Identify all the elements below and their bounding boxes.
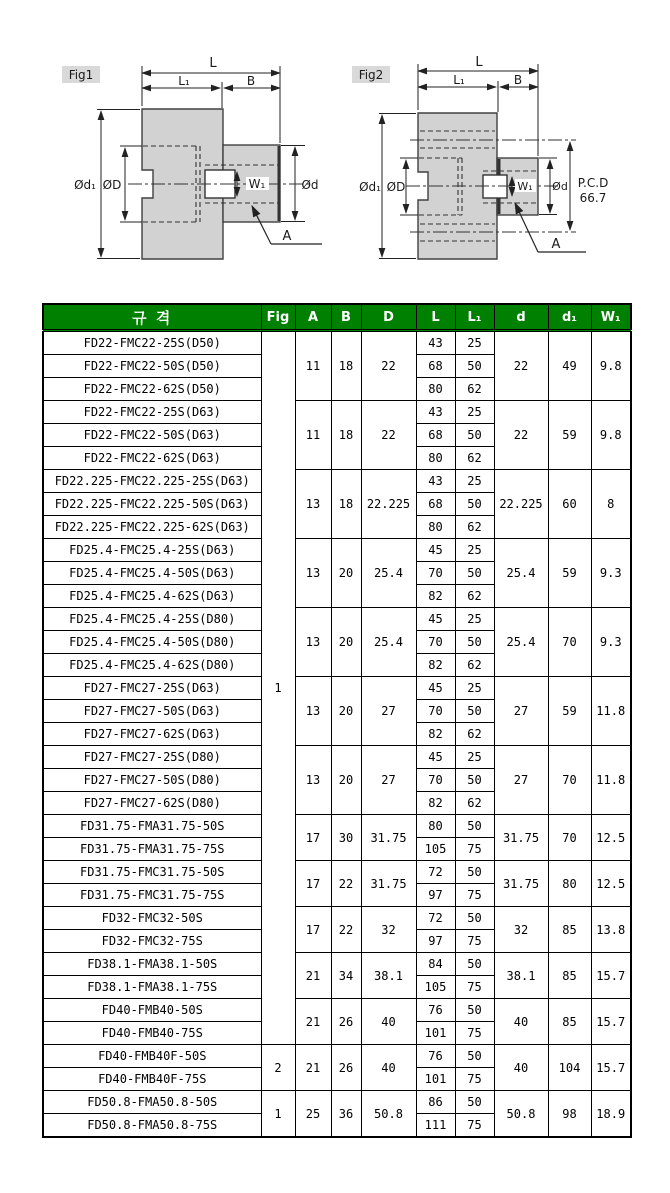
L-cell: 70: [416, 700, 455, 723]
B-cell: 22: [331, 907, 361, 953]
spec-cell: FD25.4-FMC25.4-50S(D63): [43, 562, 261, 585]
L-cell: 80: [416, 815, 455, 838]
table-row: [43, 1091, 631, 1114]
L-cell: 45: [416, 608, 455, 631]
spec-cell: FD31.75-FMC31.75-75S: [43, 884, 261, 907]
D-cell: 31.75: [361, 815, 416, 861]
L1-cell: 25: [455, 331, 494, 355]
L-cell: 82: [416, 654, 455, 677]
A-cell: 21: [295, 999, 331, 1045]
L-cell: 45: [416, 677, 455, 700]
B-cell: 20: [331, 677, 361, 746]
spec-cell: FD40-FMB40F-50S: [43, 1045, 261, 1068]
L-cell: 72: [416, 907, 455, 930]
L1-cell: 50: [455, 769, 494, 792]
fig1-dim-label-oD: ØD: [102, 178, 122, 192]
fig2-dim-label-od1: Ød₁: [359, 180, 381, 194]
A-cell: 13: [295, 608, 331, 677]
B-cell: 36: [331, 1091, 361, 1138]
L-cell: 80: [416, 378, 455, 401]
spec-cell: FD40-FMB40F-75S: [43, 1068, 261, 1091]
L-cell: 43: [416, 401, 455, 424]
A-cell: 25: [295, 1091, 331, 1138]
L-cell: 105: [416, 976, 455, 999]
d-cell: 25.4: [494, 539, 548, 608]
L1-cell: 25: [455, 470, 494, 493]
d1-cell: 59: [548, 677, 591, 746]
A-cell: 11: [295, 331, 331, 401]
L1-cell: 62: [455, 447, 494, 470]
D-cell: 25.4: [361, 539, 416, 608]
fig-cell: 2: [261, 1045, 295, 1091]
d-cell: 31.75: [494, 861, 548, 907]
fig1-dim-label-od: Ød: [301, 178, 319, 192]
L-cell: 105: [416, 838, 455, 861]
fig1-dim-label-od1: Ød₁: [74, 178, 96, 192]
spec-cell: FD38.1-FMA38.1-75S: [43, 976, 261, 999]
d1-cell: 70: [548, 608, 591, 677]
L1-cell: 62: [455, 516, 494, 539]
D-cell: 32: [361, 907, 416, 953]
table-row: [43, 907, 631, 930]
L-cell: 80: [416, 516, 455, 539]
d1-cell: 85: [548, 999, 591, 1045]
W1-cell: 15.7: [591, 999, 631, 1045]
d1-cell: 59: [548, 539, 591, 608]
spec-cell: FD50.8-FMA50.8-75S: [43, 1114, 261, 1138]
L-cell: 45: [416, 539, 455, 562]
A-cell: 17: [295, 861, 331, 907]
B-cell: 20: [331, 746, 361, 815]
B-cell: 18: [331, 401, 361, 470]
B-cell: 26: [331, 1045, 361, 1091]
W1-cell: 11.8: [591, 677, 631, 746]
W1-cell: 9.8: [591, 401, 631, 470]
fig2-dim-label-W1: W₁: [517, 180, 533, 193]
spec-cell: FD27-FMC27-25S(D80): [43, 746, 261, 769]
L1-cell: 25: [455, 677, 494, 700]
L1-cell: 50: [455, 700, 494, 723]
D-cell: 40: [361, 999, 416, 1045]
col-header-1: Fig: [261, 304, 295, 331]
L1-cell: 25: [455, 746, 494, 769]
col-header-6: L₁: [455, 304, 494, 331]
d-cell: 22: [494, 331, 548, 401]
L-cell: 68: [416, 355, 455, 378]
L1-cell: 75: [455, 1068, 494, 1091]
spec-cell: FD40-FMB40-75S: [43, 1022, 261, 1045]
d-cell: 50.8: [494, 1091, 548, 1138]
L-cell: 101: [416, 1068, 455, 1091]
fig2-dim-label-L: L: [475, 55, 483, 70]
fig1-label: Fig1: [68, 68, 94, 82]
L-cell: 43: [416, 470, 455, 493]
spec-table-body: [43, 331, 631, 1138]
d-cell: 32: [494, 907, 548, 953]
fig1-dim-label-L1: L₁: [178, 74, 190, 88]
L-cell: 70: [416, 769, 455, 792]
spec-cell: FD31.75-FMA31.75-75S: [43, 838, 261, 861]
d1-cell: 104: [548, 1045, 591, 1091]
A-cell: 13: [295, 470, 331, 539]
W1-cell: 11.8: [591, 746, 631, 815]
spec-cell: FD22-FMC22-62S(D50): [43, 378, 261, 401]
fig1-dim-label-L: L: [209, 56, 217, 71]
spec-cell: FD31.75-FMC31.75-50S: [43, 861, 261, 884]
d-cell: 22.225: [494, 470, 548, 539]
L-cell: 70: [416, 562, 455, 585]
B-cell: 22: [331, 861, 361, 907]
col-header-2: A: [295, 304, 331, 331]
L1-cell: 50: [455, 631, 494, 654]
fig1-dim-label-A: A: [282, 229, 292, 244]
B-cell: 18: [331, 470, 361, 539]
d-cell: 38.1: [494, 953, 548, 999]
technical-drawings: [0, 0, 670, 300]
fig2-dim-label-oD: ØD: [386, 180, 406, 194]
W1-cell: 9.8: [591, 331, 631, 401]
col-header-4: D: [361, 304, 416, 331]
D-cell: 27: [361, 677, 416, 746]
L1-cell: 50: [455, 815, 494, 838]
L-cell: 68: [416, 493, 455, 516]
W1-cell: 15.7: [591, 953, 631, 999]
L1-cell: 50: [455, 424, 494, 447]
A-cell: 21: [295, 1045, 331, 1091]
fig1-dim-label-W1: W₁: [248, 177, 266, 191]
L1-cell: 75: [455, 1114, 494, 1138]
spec-cell: FD25.4-FMC25.4-25S(D63): [43, 539, 261, 562]
fig2-pcd-value: 66.7: [579, 191, 607, 205]
d-cell: 27: [494, 746, 548, 815]
B-cell: 20: [331, 539, 361, 608]
W1-cell: 9.3: [591, 539, 631, 608]
L1-cell: 50: [455, 907, 494, 930]
L-cell: 97: [416, 884, 455, 907]
L-cell: 86: [416, 1091, 455, 1114]
table-row: [43, 746, 631, 769]
L1-cell: 75: [455, 930, 494, 953]
spec-cell: FD25.4-FMC25.4-25S(D80): [43, 608, 261, 631]
W1-cell: 18.9: [591, 1091, 631, 1138]
L-cell: 70: [416, 631, 455, 654]
spec-cell: FD27-FMC27-62S(D80): [43, 792, 261, 815]
d-cell: 27: [494, 677, 548, 746]
L-cell: 68: [416, 424, 455, 447]
L-cell: 111: [416, 1114, 455, 1138]
spec-cell: FD22-FMC22-50S(D63): [43, 424, 261, 447]
L-cell: 84: [416, 953, 455, 976]
col-header-9: W₁: [591, 304, 631, 331]
W1-cell: 8: [591, 470, 631, 539]
fig2-drawing: [352, 55, 608, 259]
L1-cell: 50: [455, 861, 494, 884]
col-header-3: B: [331, 304, 361, 331]
L1-cell: 62: [455, 792, 494, 815]
fig2-dim-label-L1: L₁: [453, 73, 465, 87]
L1-cell: 62: [455, 723, 494, 746]
spec-cell: FD25.4-FMC25.4-62S(D80): [43, 654, 261, 677]
d1-cell: 98: [548, 1091, 591, 1138]
spec-cell: FD27-FMC27-50S(D63): [43, 700, 261, 723]
D-cell: 50.8: [361, 1091, 416, 1138]
A-cell: 21: [295, 953, 331, 999]
table-row: [43, 470, 631, 493]
spec-cell: FD22-FMC22-62S(D63): [43, 447, 261, 470]
L1-cell: 75: [455, 838, 494, 861]
A-cell: 13: [295, 677, 331, 746]
spec-cell: FD25.4-FMC25.4-62S(D63): [43, 585, 261, 608]
spec-cell: FD27-FMC27-50S(D80): [43, 769, 261, 792]
fig1-dim-label-B: B: [246, 74, 256, 88]
spec-cell: FD27-FMC27-62S(D63): [43, 723, 261, 746]
L1-cell: 75: [455, 884, 494, 907]
table-row: [43, 953, 631, 976]
D-cell: 31.75: [361, 861, 416, 907]
fig1-dim-L1B-lines: [142, 82, 280, 108]
D-cell: 40: [361, 1045, 416, 1091]
L-cell: 72: [416, 861, 455, 884]
d-cell: 40: [494, 1045, 548, 1091]
col-header-8: d₁: [548, 304, 591, 331]
table-row: [43, 1045, 631, 1068]
L1-cell: 25: [455, 539, 494, 562]
L1-cell: 25: [455, 608, 494, 631]
L1-cell: 62: [455, 654, 494, 677]
spec-cell: FD22.225-FMC22.225-62S(D63): [43, 516, 261, 539]
L1-cell: 50: [455, 999, 494, 1022]
d1-cell: 70: [548, 815, 591, 861]
L1-cell: 62: [455, 378, 494, 401]
B-cell: 34: [331, 953, 361, 999]
d1-cell: 59: [548, 401, 591, 470]
spec-cell: FD38.1-FMA38.1-50S: [43, 953, 261, 976]
fig1-drawing: [62, 56, 322, 259]
fig2-dim-label-od: Ød: [552, 180, 568, 193]
L1-cell: 50: [455, 1045, 494, 1068]
spec-cell: FD22-FMC22-25S(D63): [43, 401, 261, 424]
spec-cell: FD27-FMC27-25S(D63): [43, 677, 261, 700]
d-cell: 22: [494, 401, 548, 470]
W1-cell: 15.7: [591, 1045, 631, 1091]
spec-cell: FD22-FMC22-50S(D50): [43, 355, 261, 378]
spec-cell: FD50.8-FMA50.8-50S: [43, 1091, 261, 1114]
L-cell: 97: [416, 930, 455, 953]
table-row: [43, 677, 631, 700]
L1-cell: 50: [455, 1091, 494, 1114]
d-cell: 25.4: [494, 608, 548, 677]
table-row: [43, 861, 631, 884]
L1-cell: 75: [455, 976, 494, 999]
L1-cell: 25: [455, 401, 494, 424]
d1-cell: 49: [548, 331, 591, 401]
d1-cell: 70: [548, 746, 591, 815]
L-cell: 43: [416, 331, 455, 355]
A-cell: 13: [295, 746, 331, 815]
L-cell: 82: [416, 792, 455, 815]
D-cell: 25.4: [361, 608, 416, 677]
spec-cell: FD22.225-FMC22.225-50S(D63): [43, 493, 261, 516]
spec-cell: FD22-FMC22-25S(D50): [43, 331, 261, 355]
spec-cell: FD22.225-FMC22.225-25S(D63): [43, 470, 261, 493]
L1-cell: 75: [455, 1022, 494, 1045]
D-cell: 22: [361, 331, 416, 401]
fig-cell: 1: [261, 1091, 295, 1138]
fig2-dim-label-A: A: [551, 237, 561, 252]
D-cell: 27: [361, 746, 416, 815]
L1-cell: 50: [455, 562, 494, 585]
W1-cell: 13.8: [591, 907, 631, 953]
fig-cell: 1: [261, 331, 295, 1045]
fig2-label: Fig2: [358, 68, 384, 82]
fig2-dim-label-B: B: [513, 73, 523, 87]
table-row: [43, 331, 631, 355]
D-cell: 22: [361, 401, 416, 470]
B-cell: 20: [331, 608, 361, 677]
fig2-pcd-label: P.C.D: [577, 176, 609, 190]
B-cell: 18: [331, 331, 361, 401]
B-cell: 30: [331, 815, 361, 861]
spec-table: [42, 303, 632, 1138]
L-cell: 76: [416, 1045, 455, 1068]
A-cell: 17: [295, 815, 331, 861]
L1-cell: 50: [455, 953, 494, 976]
spec-table-head-row: [43, 304, 631, 331]
spec-cell: FD32-FMC32-50S: [43, 907, 261, 930]
spec-cell: FD31.75-FMA31.75-50S: [43, 815, 261, 838]
L-cell: 76: [416, 999, 455, 1022]
A-cell: 17: [295, 907, 331, 953]
L1-cell: 50: [455, 355, 494, 378]
D-cell: 22.225: [361, 470, 416, 539]
W1-cell: 9.3: [591, 608, 631, 677]
table-row: [43, 539, 631, 562]
A-cell: 13: [295, 539, 331, 608]
d-cell: 31.75: [494, 815, 548, 861]
d-cell: 40: [494, 999, 548, 1045]
col-header-7: d: [494, 304, 548, 331]
d1-cell: 80: [548, 861, 591, 907]
L-cell: 82: [416, 585, 455, 608]
W1-cell: 12.5: [591, 861, 631, 907]
col-header-0: 규 격: [43, 304, 261, 331]
L-cell: 80: [416, 447, 455, 470]
d1-cell: 85: [548, 907, 591, 953]
L1-cell: 62: [455, 585, 494, 608]
table-row: [43, 608, 631, 631]
spec-cell: FD32-FMC32-75S: [43, 930, 261, 953]
W1-cell: 12.5: [591, 815, 631, 861]
L-cell: 82: [416, 723, 455, 746]
table-row: [43, 815, 631, 838]
A-cell: 11: [295, 401, 331, 470]
table-row: [43, 401, 631, 424]
D-cell: 38.1: [361, 953, 416, 999]
col-header-5: L: [416, 304, 455, 331]
spec-cell: FD40-FMB40-50S: [43, 999, 261, 1022]
d1-cell: 85: [548, 953, 591, 999]
d1-cell: 60: [548, 470, 591, 539]
L-cell: 45: [416, 746, 455, 769]
L1-cell: 50: [455, 493, 494, 516]
spec-cell: FD25.4-FMC25.4-50S(D80): [43, 631, 261, 654]
B-cell: 26: [331, 999, 361, 1045]
table-row: [43, 999, 631, 1022]
L-cell: 101: [416, 1022, 455, 1045]
